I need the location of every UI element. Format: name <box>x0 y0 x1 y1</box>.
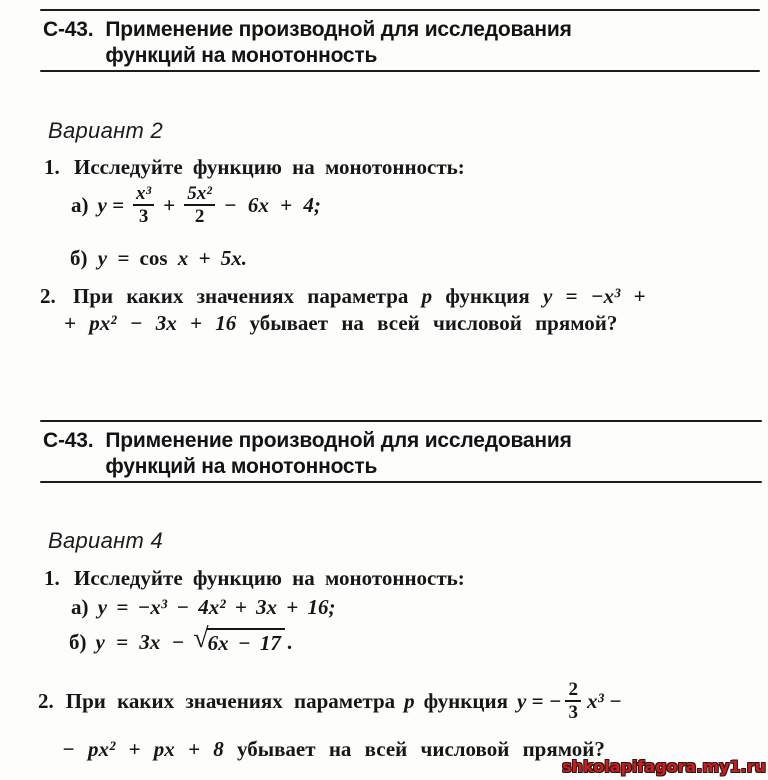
formula-lead: y = 3x − <box>95 629 185 654</box>
header2-rule-bottom <box>40 481 762 483</box>
formula: + px² − 3x + 16 <box>64 311 237 335</box>
item-label: а) <box>71 595 89 619</box>
operator: + <box>163 192 176 217</box>
item-label: б) <box>70 246 88 270</box>
fraction-numerator: 2 <box>568 679 578 700</box>
formula-post: x³ − <box>586 688 622 713</box>
v2-problem1a-formula <box>71 181 321 229</box>
header-title-line2: функций на монотонность <box>105 44 378 67</box>
fraction-denominator: 3 <box>565 700 581 723</box>
fraction <box>184 183 215 227</box>
section2-header <box>43 428 572 480</box>
header-title <box>105 17 571 69</box>
header1-rule-top <box>40 9 760 11</box>
section1-header <box>43 17 572 69</box>
formula-lead: y = <box>97 192 125 217</box>
problem-number: 1. <box>44 155 60 179</box>
fraction-numerator: x³ <box>136 183 152 204</box>
header2-rule-top <box>40 420 762 422</box>
problem-text: убывает на всей числовой прямой? <box>249 311 618 335</box>
parameter: p <box>421 284 433 308</box>
item-label: а) <box>71 192 89 217</box>
fraction-denominator: 2 <box>184 204 215 227</box>
v2-problem1b-formula <box>70 246 247 271</box>
v4-problem2-line1 <box>38 678 622 724</box>
formula: − px² + px + 8 <box>62 737 224 761</box>
problem-number: 2. <box>40 284 56 308</box>
formula: y = −x³ − 4x² + 3x + 16; <box>97 595 336 619</box>
radicand: 6x − 17 <box>207 628 285 656</box>
header1-rule-bottom <box>40 70 760 72</box>
fraction <box>565 679 581 723</box>
v2-problem2-line1 <box>40 284 645 309</box>
formula: y = −x³ + <box>542 284 646 308</box>
header-title-line1: Применение производной для исследования <box>105 429 572 452</box>
variant-label-4: Вариант 4 <box>48 528 164 553</box>
site-watermark: shkolapifagora.my1.ru <box>562 757 766 776</box>
formula-pre: y = − <box>516 688 562 713</box>
v4-problem1-heading <box>44 566 465 591</box>
problem-number: 1. <box>44 566 60 590</box>
v4-problem1a-formula <box>71 595 336 620</box>
problem-number: 2. <box>38 688 54 713</box>
v4-problem2-line2 <box>62 737 605 762</box>
header-title-line1: Применение производной для исследования <box>105 18 572 41</box>
v4-problem1b-formula <box>69 623 293 658</box>
square-root <box>193 623 285 656</box>
problem-text: функция <box>445 284 530 308</box>
problem-text: функция <box>423 688 508 713</box>
v2-problem2-line2 <box>64 311 617 336</box>
variant-label-2: Вариант 2 <box>48 118 164 143</box>
item-label: б) <box>69 629 87 654</box>
v2-problem1-heading <box>44 155 465 180</box>
parameter: p <box>404 688 415 713</box>
problem-text: При каких значениях параметра <box>73 284 409 308</box>
header-title <box>105 428 571 480</box>
task-code: С-43. <box>43 429 94 452</box>
formula-tail: . <box>286 629 293 654</box>
problem-text: убывает на всей числовой прямой? <box>236 737 605 761</box>
problem-text: Исследуйте функцию на монотонность: <box>74 155 465 179</box>
problem-text: При каких значениях параметра <box>65 688 396 713</box>
radical-sign-icon: √ <box>193 623 209 654</box>
function-name: cos <box>139 246 168 270</box>
fraction <box>133 183 154 227</box>
formula-tail: − 6x + 4; <box>223 192 321 217</box>
problem-text: Исследуйте функцию на монотонность: <box>74 566 465 590</box>
header-title-line2: функций на монотонность <box>105 455 378 478</box>
formula-lead: y = <box>97 246 130 270</box>
formula-tail: x + 5x. <box>177 246 248 270</box>
fraction-denominator: 3 <box>133 204 154 227</box>
fraction-numerator: 5x² <box>187 183 212 204</box>
task-code: С-43. <box>43 18 94 41</box>
